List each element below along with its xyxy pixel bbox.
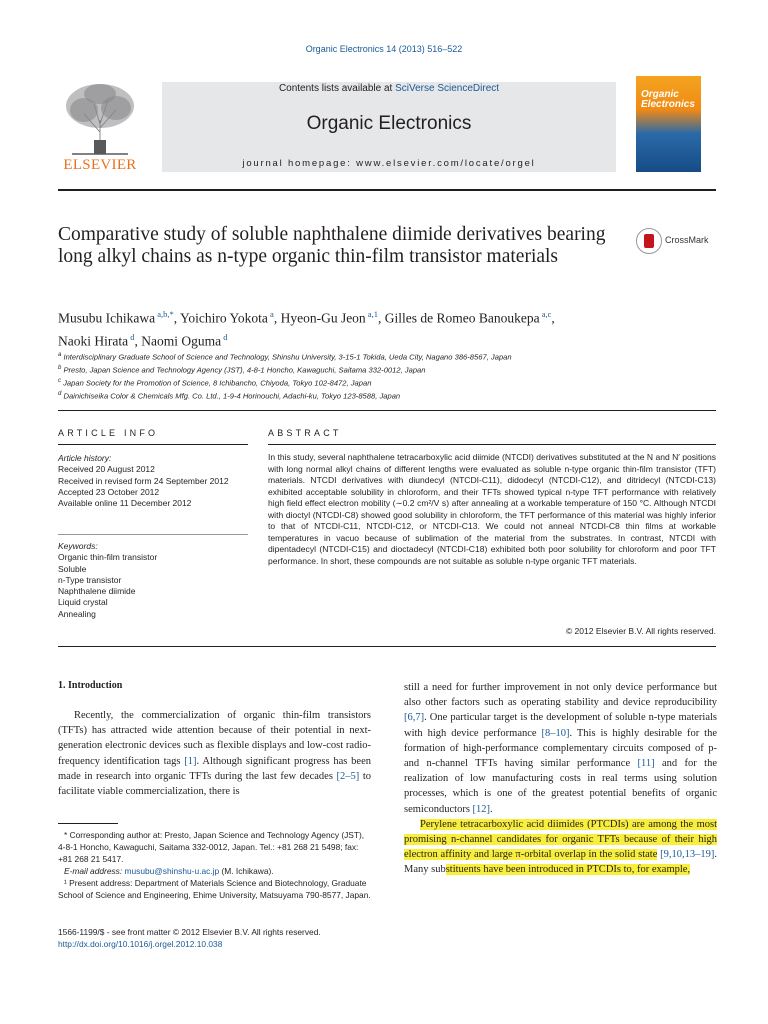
issn-doi	[58, 927, 371, 950]
keyword: Naphthalene diimide	[58, 586, 136, 597]
keyword: Annealing	[58, 608, 96, 619]
affiliation-divider	[58, 410, 716, 411]
cover-title: Organic Electronics	[641, 89, 695, 110]
author-name: Hyeon-Gu Jeon	[280, 310, 366, 326]
abstract-copyright: © 2012 Elsevier B.V. All rights reserved.	[565, 626, 716, 636]
citation-link[interactable]: [11]	[637, 758, 655, 770]
author-affiliation-marker[interactable]: a,1	[365, 309, 378, 319]
crossmark-label: CrossMark	[665, 235, 709, 245]
article-history	[58, 453, 248, 509]
body-text: still a need for further improvement in not only device performance but also other factors such as operating stability and device reproducibility	[404, 682, 717, 709]
introduction-right-column	[404, 680, 717, 878]
keywords	[58, 541, 248, 620]
author-name: Gilles de Romeo Banoukepa	[384, 310, 540, 326]
sciencedirect-link[interactable]: SciVerse ScienceDirect	[395, 83, 500, 94]
citation-link[interactable]: [9,10,13–19]	[660, 849, 715, 861]
issn-line: 1566-1199/$ - see front matter © 2012 Elsevier B.V. All rights reserved.	[58, 927, 321, 937]
author-list: Musubu Ichikawa $^{a,b,*}$, Yoichiro Yokota $^a$, Hyeon-Gu Jeon $^{a,1}$, Gilles de Romeo Banoukepa $^{a,c}$, Naoki Hirata $^d$, Naomi Oguma $^d$	[58, 309, 555, 348]
citation-link[interactable]: [1]	[184, 755, 197, 767]
introduction-heading: 1. Introduction	[58, 680, 123, 691]
author-affiliation-marker[interactable]: d	[221, 331, 228, 342]
keywords-label: Keywords:	[58, 541, 98, 551]
author-name: Yoichiro Yokota	[180, 310, 268, 326]
abstract-heading: ABSTRACT	[268, 428, 342, 438]
history-entry: Accepted 23 October 2012	[58, 486, 160, 497]
affiliation: $^a$ Interdisciplinary Graduate School of Science and Technology, Shinshu University, 3-15-1 Tokida, Ueda City, Nagano 386-8567, Japan	[58, 352, 512, 362]
abstract-divider	[268, 444, 716, 445]
author-name: Naomi Oguma	[141, 333, 222, 348]
affiliation: $^c$ Japan Society for the Promotion of Science, 8 Ichibancho, Chiyoda, Tokyo 102-8472, Japan	[58, 378, 372, 388]
citation-link[interactable]: [2–5]	[336, 770, 360, 782]
contents-prefix: Contents lists available at	[278, 83, 396, 94]
body-text: . This is highly desirable for the formation of high-performance complementary circuits composed of p- and n-channel TFTs having similar performance	[404, 727, 717, 770]
author-affiliation-marker[interactable]: a,c	[539, 309, 552, 319]
citation-link[interactable]: [6,7]	[404, 712, 425, 724]
journal-cover-image	[636, 76, 701, 172]
keyword: Organic thin-film transistor	[58, 552, 158, 563]
author-affiliation-marker[interactable]: d	[128, 331, 135, 342]
email-link[interactable]: musubu@shinshu-u.ac.jp	[124, 866, 220, 877]
author-name: Naoki Hirata	[58, 333, 129, 348]
body-text: . Many sub	[404, 849, 717, 876]
journal-homepage-link[interactable]: journal homepage: www.elsevier.com/locate/orgel	[242, 158, 536, 169]
tree-icon	[54, 80, 146, 156]
journal-title: Organic Electronics	[306, 113, 472, 134]
corresponding-author-note: * Corresponding author at: Presto, Japan Science and Technology Agency (JST), 4-8-1 Honcho, Kawaguchi, Saitama 332-0012, Japan. Tel.: +81 268 21 5498; fax: +81 268 21 5417.	[58, 830, 365, 865]
article-info-heading: ARTICLE INFO	[58, 428, 159, 438]
introduction-left-column	[58, 708, 371, 799]
elsevier-logo	[54, 80, 146, 174]
highlighted-text: Perylene tetracarboxylic acid diimides (PTCDIs) are among the most promising n-channel candidates for organic TFTs because of their high electron affinity and large π-orbital overlap in the solid state	[404, 818, 717, 861]
affiliation-list	[58, 350, 718, 402]
body-text: and for the realization of low manufacturing costs in real terms using solution processes, which is one of the greatest potential benefits of organic semiconductors	[404, 758, 717, 815]
doi-link[interactable]: http://dx.doi.org/10.1016/j.orgel.2012.10.038	[58, 938, 223, 949]
crossmark-icon	[636, 228, 662, 254]
highlighted-text: stituents have been introduced in PTCDIs to, for example,	[445, 864, 691, 876]
keyword: n-Type transistor	[58, 574, 122, 585]
header-divider	[58, 189, 716, 191]
author-affiliation-marker[interactable]: a	[267, 309, 274, 319]
journal-reference-link[interactable]: Organic Electronics 14 (2013) 516–522	[305, 44, 463, 54]
article-info-divider	[58, 444, 248, 445]
body-text: to facilitate viable commercialization, there is	[58, 770, 371, 798]
keyword-items	[58, 552, 248, 620]
history-label: Article history:	[58, 453, 112, 463]
keyword: Soluble	[58, 563, 87, 574]
citation-link[interactable]: [12]	[472, 803, 491, 815]
contents-line	[162, 83, 616, 94]
history-entry: Received in revised form 24 September 2012	[58, 475, 229, 486]
present-address-note: ¹ Present address: Department of Materials Science and Biotechnology, Graduate School of Science and Engineering, Ehime University, Matsuyama 790-8577, Japan.	[58, 878, 371, 901]
abstract-bottom-divider	[58, 646, 716, 647]
history-divider	[58, 534, 248, 535]
abstract-text: In this study, several naphthalene tetracarboxylic acid diimide (NTCDI) derivatives substituted at the N and N′ positions with long normal alkyl chains of different lengths were evaluated as soluble n-type organic thin-film transistor (TFT) materials. NTCDI derivatives with diundecyl (NTCDI-C11), didodecyl (NTCDI-C12), and ditridecyl (NTCDI-C13) exhibited acceptable solubility in chloroform, and their TFTs showed typical n-type TFT performance with relatively high field effect electron mobility (∼0.2 cm²/V s) after annealing at a workable temperature of 150 °C. Although NTCDI with dioctyl (NTCDI-C8) showed good solubility in chloroform, the TFT performance of this material was highly inferior to that of NTCDI-C11, NTCDI-C12, or NTCDI-C13. We could not anneal NTCDI-C8 thin films at workable temperatures in vacuo because of sublimation of the material from the substrates. In contrast, NTCDI with dipentadecyl (NTCDI-C15) and dioctadecyl (NTCDI-C18) exhibited both poor solubility for chloroform and poor TFT performance. In short, these compounds are not suitable as soluble n-type organic TFT materials.	[268, 452, 716, 566]
citation-link[interactable]: [8–10]	[541, 727, 570, 739]
publisher-wordmark: ELSEVIER	[63, 157, 137, 173]
keyword: Liquid crystal	[58, 597, 108, 608]
footnotes	[58, 829, 371, 902]
footnote-divider	[58, 823, 118, 824]
author-affiliation-marker[interactable]: a,b,*	[155, 309, 174, 319]
crossmark-button[interactable]	[636, 228, 716, 254]
history-entry: Received 20 August 2012	[58, 464, 155, 475]
affiliation: $^b$ Presto, Japan Science and Technology Agency (JST), 4-8-1 Honcho, Kawaguchi, Saitama 332-0012, Japan	[58, 365, 426, 375]
body-text: . One particular target is the development of soluble n-type materials with high device performance	[404, 712, 717, 739]
history-items	[58, 464, 248, 509]
affiliation: $^d$ Dainichiseika Color & Chemicals Mfg. Co. Ltd., 1-9-4 Horinouchi, Adachi-ku, Tokyo 123-8588, Japan	[58, 391, 401, 401]
paper-title: Comparative study of soluble naphthalene diimide derivatives bearing long alkyl chains as n-type organic thin-film transistor materials	[58, 224, 606, 267]
body-text: . Although significant progress has been made in research into organic TFTs during the last few decades	[58, 755, 371, 782]
email-note: E-mail address: musubu@shinshu-u.ac.jp (M. Ichikawa).	[64, 866, 274, 877]
author-name: Musubu Ichikawa	[58, 310, 156, 326]
body-text: .	[490, 803, 493, 815]
history-entry: Available online 11 December 2012	[58, 498, 192, 509]
body-text: Recently, the commercialization of organic thin-film transistors (TFTs) has attracted wide attention because of their potential in next-generation electronic devices such as flexible displays and low-cost radio-frequency identification tags	[58, 710, 371, 767]
